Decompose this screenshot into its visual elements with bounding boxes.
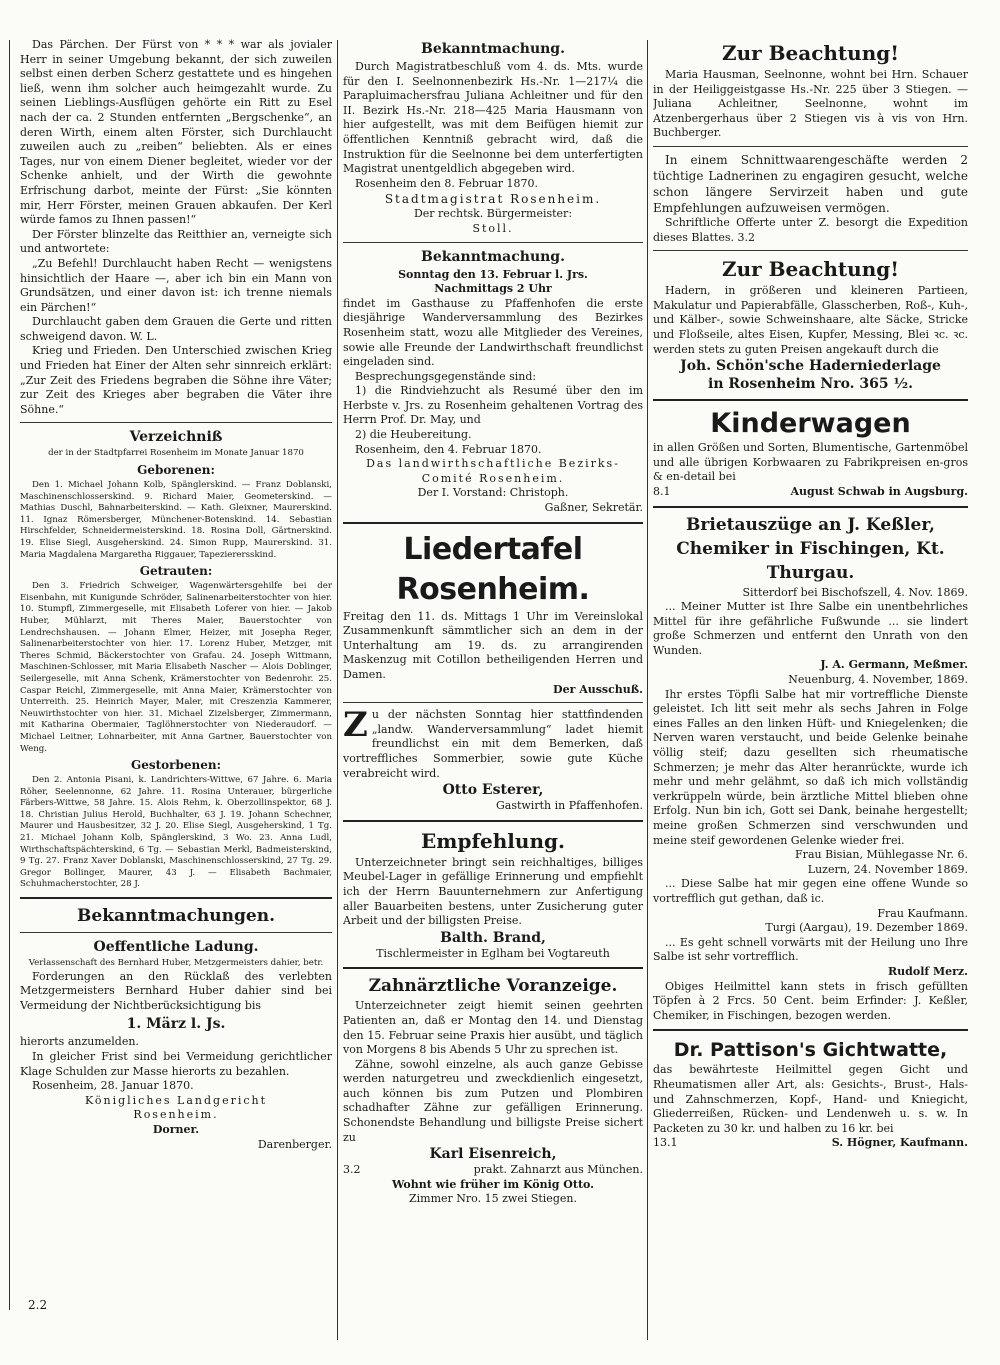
job-ad-text: In einem Schnittwaarengeschäfte werden 2 tüchtige Ladnerinen zu engagiren gesucht, welche schon längere Servirzeit haben und gute Empfehlungen aufzuweisen vermögen. (653, 152, 968, 215)
invitation-text (343, 705, 643, 781)
notice-2-org-2: Comité Rosenheim. (421, 471, 565, 485)
letter-4-text: ... Es geht schnell vorwärts mit der Heilung uno Ihre Salbe ist sehr vortrefflich. (653, 935, 968, 964)
gout-cotton-firm: S. Högner, Kaufmann. (831, 1136, 968, 1150)
dentist-ad-number: 3.2 (343, 1163, 361, 1177)
liedertafel-title: Liedertafel Rosenheim. (396, 531, 590, 607)
divider (653, 506, 968, 508)
notice-2-role: Der I. Vorstand: Christoph. (417, 486, 569, 500)
notice-2-item-2: 2) die Heubereitung. (355, 428, 472, 442)
dentist-role-line (343, 1163, 643, 1178)
marriages-list: Den 3. Friedrich Schweiger, Wagenwärtersgehilfe bei der Eisenbahn, mit Kunigunde Schröder, Salinenarbeiterstochter von hier. 10. Stumpfl, Zimmergeselle, mit Elisabeth Loferer von hier. — Jakob Huber, Mühlarzt, mit Theres Maier, Bauerstochter von Lendrechshausen. — Johann Elmer, Heizer, mit Josepha Reger, Salinenarbeiterstochter von hier. 17. Lorenz Huber, Metzger, mit Theres Schmid, Bäckerstochter von Grafau. 24. Joseph Wittmann, Maschinen-Schlosser, mit Maria Elisabeth Nascher — Alois Doblinger, Seilergeselle, mit Anna Schenk, Krämerstochter von Bedenrohr. 25. Caspar Reichl, Zimmergeselle, mit Anna Maier, Krämerstochter von Unterreith. 25. Heinrich Mayer, Maler, mit Creszenzia Kammerer, Neuwirthstochter von hier. 31. Michael Zizelsberger, Zimmermann, mit Katharina Obermaier, Taglöhnerstochter von Niederaudorf. — Michael Leitner, Lohnarbeiter, mit Anna Gartner, Bauerstochter von Weng. (20, 581, 332, 754)
public-summons-deadline: 1. März l. Js. (126, 1016, 226, 1033)
divider (343, 820, 643, 822)
notice-2-place: Rosenheim, den 4. Februar 1870. (355, 442, 542, 456)
public-summons-text: Forderungen an den Rücklaß des verlebten Metzgermeisters Bernhard Huber dahier sind bei Vermeidung der Nichtberücksichtigung bis (20, 969, 332, 1012)
letter-2-place: Neuenburg, 4. November, 1869. (788, 673, 968, 687)
public-summons-place: Rosenheim, 28. Januar 1870. (32, 1079, 194, 1093)
deaths-heading: Gestorbenen: (130, 758, 222, 773)
rag-store-name: Joh. Schön'sche Haderniederlage (680, 358, 941, 375)
notice-2-title: Bekanntmachung. (421, 248, 565, 265)
salve-availability: Obiges Heilmittel kann stets in frisch gefüllten Töpfen à 2 Frcs. 50 Cent. beim Erfinder: J. Keßler, Chemiker, in Fischingen, bezogen werden. (653, 979, 968, 1022)
rag-store-address: in Rosenheim Nro. 365 ½. (708, 376, 913, 393)
notice-2-item-1: 1) die Rindviehzucht als Resumé über den im Herbste v. Jrs. zu Rosenheim gehaltenen Vortrag des Herrn Prof. Dr. May, und (343, 384, 643, 427)
notice-1-place: Rosenheim den 8. Februar 1870. (355, 176, 539, 190)
notice-2-org-1: Das landwirthschaftliche Bezirks- (366, 457, 620, 471)
recommendation-text: Unterzeichneter bringt sein reichhaltiges, billiges Meubel-Lager in gefällige Erinnerung und empfiehlt ich der Herrn Bauunternehmern zur Anfertigung aller Bauarbeiten bestens, unter Zusicherung guter Arbeit und der billigsten Preise. (343, 855, 643, 928)
invitation-name: Otto Esterer, (442, 782, 544, 799)
story-krieg-frieden: Krieg und Frieden. Den Unterschied zwischen Krieg und Frieden hat Einer der Alten sehr sinnreich erklärt: „Zur Zeit des Friedens begraben die Söhne ihre Väter; zur Zeit des Krieges aber begraben die Väter ihre Söhne.“ (20, 344, 332, 416)
divider (343, 522, 643, 524)
column-rule-1 (337, 40, 338, 1340)
dentist-title: Zahnärztliche Voranzeige. (368, 976, 618, 997)
dentist-room: Zimmer Nro. 15 zwei Stiegen. (409, 1192, 577, 1206)
notice-1-signature: Stoll. (472, 221, 514, 235)
column-3 (653, 38, 968, 1151)
liedertafel-signature: Der Ausschuß. (553, 682, 643, 696)
story-paerchen: Das Pärchen. Der Fürst von * * * war als jovialer Herr in seiner Umgebung bekannt, der sich zuweilen selbst einen derben Scherz gestattete und es hingehen ließ, wenn ihm solcher auch heimgezahlt wurde. Zu seinen Lieblings-Ausflügen gehörte ein Ritt zu Esel nach der ca. 2 Stunden entfernten „Bergschenke“, an deren Wirth, einem alten Förster, sich Durchlaucht zuweilen auch zu „reiben“ beliebten. Als er eines Tages, nur von einem Diener begleitet, wieder vor der Schenke anhielt, und der Wirth die gewohnte Erfrischung darbot, meinte der Fürst: „Sie könnten mir, Herr Förster, meinen Grauen abkaufen. Der Kerl würde famos zu Ihnen passen!“ (20, 38, 332, 227)
recommendation-role: Tischlermeister in Eglham bei Vogtareuth (376, 946, 610, 960)
public-summons-text-2: hierorts anzumelden. (20, 1035, 139, 1049)
column-2 (343, 38, 643, 1207)
notice-2-text: findet im Gasthause zu Pfaffenhofen die erste diesjährige Wanderversammlung des Bezirkes Rosenheim statt, wozu alle Mitglieder des Vereines, sowie alle Freunde der Landwirthschaft freundlichst eingeladen sind. (343, 296, 643, 369)
court-name: Königliches Landgericht (84, 1093, 268, 1107)
letter-2-text: Ihr erstes Töpfli Salbe hat mir vortreffliche Dienste geleistet. Ich litt seit mehr als sechs Jahren in Folge eines Falles an den linken Hüft- und Kniegelenken; die Nerven waren verstaucht, und beide Gelenke beinahe völlig steif; dazu gesellten sich rheumatische Schmerzen; je mehr das Alter heranrückte, wurde ich mehr und mehr gelähmt, so daß ich mich vollständig verkrüppeln würde, bein ärztliche Mittel blieben ohne Erfolg. Nun bin ich, Gott sei Dank, beinahe hergestellt; meine großen Schmerzen sind verschwunden und meine steif gewordenen Gelenke wieder frei. (653, 687, 968, 847)
births-list: Den 1. Michael Johann Kolb, Spänglerskind. — Franz Doblanski, Maschinenschlosserskind. 9. Richard Maier, Geometerskind. — Mathias Duschl, Bahnarbeiterskind. — Kath. Gleixner, Maurerskind. 11. Ignaz Römersberger, Münchener-Botenskind. 14. Sebastian Hirschfelder, Schneidermeisterskind. 18. Rosina Doll, Gärtnerskind. 19. Elise Siegl, Ausgeherskind. 24. Simon Rupp, Maurerskind. 31. Maria Magdalena Margaretha Riggauer, Tapezierersskind. (20, 480, 332, 560)
divider (343, 702, 643, 703)
gout-cotton-text: das bewährteste Heilmittel gegen Gicht und Rheumatismen aller Art, als: Gesichts-, Brust-, Hals- und Zahnschmerzen, Kopf-, Hand- und Kniegicht, Gliederreißen, Rücken- und Lendenweh u. s. w. In Packeten zu 30 kr. und halben zu 16 kr. bei (653, 1063, 968, 1135)
story-signature: W. L. (130, 329, 158, 343)
notice-1-text: Durch Magistratbeschluß vom 4. ds. Mts. wurde für den I. Seelnonnenbezirk Hs.-Nr. 1—217¼ die Parapluimachersfrau Juliana Achleitner und für den II. Bezirk Hs.-Nr. 218—425 Maria Hausmann von hier aufgestellt, was mit dem Beifügen hiemit zur öffentlichen Kenntniß gebracht wird, daß die Instruktion für die Seelnonne bei dem unterfertigten Magistrat unentgeldlich abgegeben wird. (343, 60, 643, 176)
divider (343, 242, 643, 243)
notice-3-text: Maria Hausman, Seelnonne, wohnt bei Hrn. Schauer in der Heiliggeistgasse Hs.-Nr. 225 über 3 Stiegen. — Juliana Achleitner, Seelnonne, wohnt im Atzenbergerhaus über 2 Stiegen vis à vis von Hrn. Buchberger. (653, 68, 968, 140)
story-paerchen-4-text: Durchlaucht gaben dem Grauen die Gerte und ritten schweigend davon. (20, 315, 332, 343)
story-paerchen-3: „Zu Befehl! Durchlaucht haben Recht — wenigstens hinsichtlich der Haare —, aber ich bin ein Mann von Grundsätzen, und einer davon ist: ich trenne niemals ein Pärchen!“ (20, 256, 332, 314)
notice-4-title: Zur Beachtung! (721, 257, 900, 282)
job-ad-note (653, 216, 968, 245)
divider (653, 399, 968, 401)
divider (20, 897, 332, 899)
story-paerchen-4 (20, 315, 332, 344)
column-rule-left (9, 40, 10, 1310)
letter-4-signature: Rudolf Merz. (888, 964, 968, 978)
liedertafel-text: Freitag den 11. ds. Mittags 1 Uhr im Vereinslokal Zusammenkunft sämmtlicher sich an dem in der Unterhaltung am 19. ds. zu arrangirenden Maskenzug mit Cotillon betheiligenden Herren und Damen. (343, 609, 643, 681)
page-mark: 2.2 (28, 1298, 48, 1312)
court-place: Rosenheim. (133, 1108, 219, 1122)
drop-cap: Z (343, 705, 368, 746)
notice-3-title: Zur Beachtung! (721, 41, 900, 65)
notice-2-subheading: Besprechungsgegenstände sind: (355, 369, 537, 383)
gout-cotton-ad-number: 13.1 (653, 1136, 678, 1150)
divider (653, 250, 968, 251)
job-ad-number: 3.2 (737, 230, 756, 244)
recommendation-title: Empfehlung. (421, 828, 565, 853)
divider (20, 422, 332, 423)
public-summons-subtitle: Verlassenschaft des Bernhard Huber, Metzgermeisters dahier, betr. (28, 958, 324, 969)
notice-2-date: Sonntag den 13. Februar l. Jrs. (398, 267, 588, 281)
job-ad-note-text: Schriftliche Offerte unter Z. besorgt die Expedition dieses Blattes. (653, 215, 968, 244)
register-title: Verzeichniß (129, 429, 223, 446)
letter-1-place: Sitterdorf bei Bischofszell, 4. Nov. 1869. (742, 585, 968, 599)
notice-2-time: Nachmittags 2 Uhr (434, 282, 552, 296)
public-summons-title: Oeffentliche Ladung. (93, 939, 259, 956)
story-paerchen-2: Der Förster blinzelte das Reitthier an, verneigte sich und antwortete: (20, 227, 332, 256)
notice-2-signature: Gaßner, Sekretär. (544, 501, 643, 515)
column-rule-2 (647, 40, 648, 1340)
gout-cotton-firm-line (653, 1136, 968, 1151)
court-signature-2: Darenberger. (257, 1137, 332, 1151)
letter-3-signature: Frau Kaufmann. (877, 906, 968, 920)
notice-4-text: Hadern, in größeren und kleineren Partieen, Makulatur und Papierabfälle, Glasscherben, Roß-, Kuh-, und Kälber-, sowie Schweinshaare, alte Säcke, Stricke und Floßseile, altes Eisen, Kupfer, Messing, Blei ꝛc. ꝛc. werden stets zu guten Preisen angekauft durch die (653, 284, 968, 356)
notice-1-title: Bekanntmachung. (421, 41, 565, 57)
announcements-heading: Bekanntmachungen. (77, 906, 275, 927)
marriages-heading: Getrauten: (139, 564, 213, 579)
pram-text: in allen Größen und Sorten, Blumentische, Gartenmöbel und alle übrigen Korbwaaren zu Fabrikpreisen en-gros & en-detail bei (653, 441, 968, 484)
court-signature-1: Dorner. (152, 1122, 200, 1136)
letter-4-place: Turgi (Aargau), 19. Dezember 1869. (765, 921, 968, 935)
salve-title-3: Thurgau. (766, 562, 855, 583)
letter-3-text: ... Diese Salbe hat mir gegen eine offene Wunde so vortrefflich gut gethan, daß ic. (653, 877, 968, 905)
notice-1-role: Der rechtsk. Bürgermeister: (413, 207, 573, 221)
invitation-body: u der nächsten Sonntag hier stattfindenden „landw. Wanderversammlung“ ladet hiemit freundlichst ein mit dem Bemerken, daß vortreffliches Sommerbier, sowie gute Küche verabreicht wird. (343, 708, 643, 780)
column-1 (20, 38, 332, 1152)
pram-firm-line (653, 485, 968, 500)
letter-1-signature: J. A. Germann, Meßmer. (820, 658, 968, 672)
divider (653, 1029, 968, 1031)
divider (343, 967, 643, 969)
dentist-address: Wohnt wie früher im König Otto. (391, 1177, 595, 1191)
dentist-text-1: Unterzeichneter zeigt hiemit seinen geehrten Patienten an, daß er Montag den 14. und Dienstag den 15. Februar seine Praxis hier ausübt, und täglich von Morgens 8 bis Abends 5 Uhr zu sprechen ist. (343, 999, 643, 1057)
pram-ad-number: 8.1 (653, 484, 671, 498)
dentist-role: prakt. Zahnarzt aus München. (473, 1163, 643, 1177)
invitation-role: Gastwirth in Pfaffenhofen. (495, 799, 643, 813)
divider (653, 146, 968, 147)
salve-title-1: Brietauszüge an J. Keßler, (686, 514, 935, 535)
public-summons-text-3: In gleicher Frist sind bei Vermeidung gerichtlicher Klage Schulden zur Masse hierorts zu bezahlen. (20, 1050, 332, 1078)
salve-title-2: Chemiker in Fischingen, Kt. (676, 538, 945, 559)
deaths-list: Den 2. Antonia Pisani, k. Landrichters-Wittwe, 67 Jahre. 6. Maria Röher, Seelennonne, 62 Jahre. 11. Rosina Unterauer, bürgerliche Färbers-Wittwe, 58 Jahre. 15. Alois Rehm, k. Oberzollinspektor, 68 J. 18. Christian Julius Herold, Buchhalter, 63 J. 19. Johann Schechner, Maurer und Hausbesitzer, 32 J. 20. Elise Siegl, Ausgeherskind, 1 Tg. 21. Michael Johann Kolb, Spänglerskind, 3 Wo. 23. Anna Ludl, Wirthschaftspächterskind, 6 Tg. — Sebastian Merkl, Badmeisterskind, 9 Tg. 27. Franz Xaver Doblanski, Maschinenschlosserskind, 27 Tg. 29. Gregor Bollinger, Maurer, 43 J. — Elisabeth Bachmaier, Schuhmacherstochter, 28 J. (20, 775, 332, 890)
births-heading: Geborenen: (137, 463, 215, 478)
divider (20, 932, 332, 933)
pram-firm: August Schwab in Augsburg. (790, 484, 968, 498)
register-subtitle: der in der Stadtpfarrei Rosenheim im Monate Januar 1870 (48, 448, 304, 459)
recommendation-name: Balth. Brand, (440, 929, 546, 946)
dentist-text-2: Zähne, sowohl einzelne, als auch ganze Gebisse werden naturgetreu und zweckdienlich eingesetzt, auch können bis zum Putzen und Plombiren schadhafter Zähne zur gefälligen Erinnerung. Schonendste Behandlung und billigste Preise sichert zu (343, 1057, 643, 1144)
letter-3-place: Luzern, 24. November 1869. (807, 862, 968, 876)
letter-2-signature: Frau Bisian, Mühlegasse Nr. 6. (795, 848, 968, 862)
gout-cotton-title: Dr. Pattison's Gichtwatte, (673, 1039, 948, 1062)
letter-1-text: ... Meiner Mutter ist Ihre Salbe ein unentbehrliches Mittel für ihre gefährliche Fußwunde ... sie lindert große Schmerzen und entfernt den Unrath von den Wunden. (653, 600, 968, 657)
notice-1-authority: Stadtmagistrat Rosenheim. (384, 192, 602, 207)
dentist-name: Karl Eisenreich, (429, 1146, 557, 1163)
pram-title: Kinderwagen (710, 408, 911, 440)
